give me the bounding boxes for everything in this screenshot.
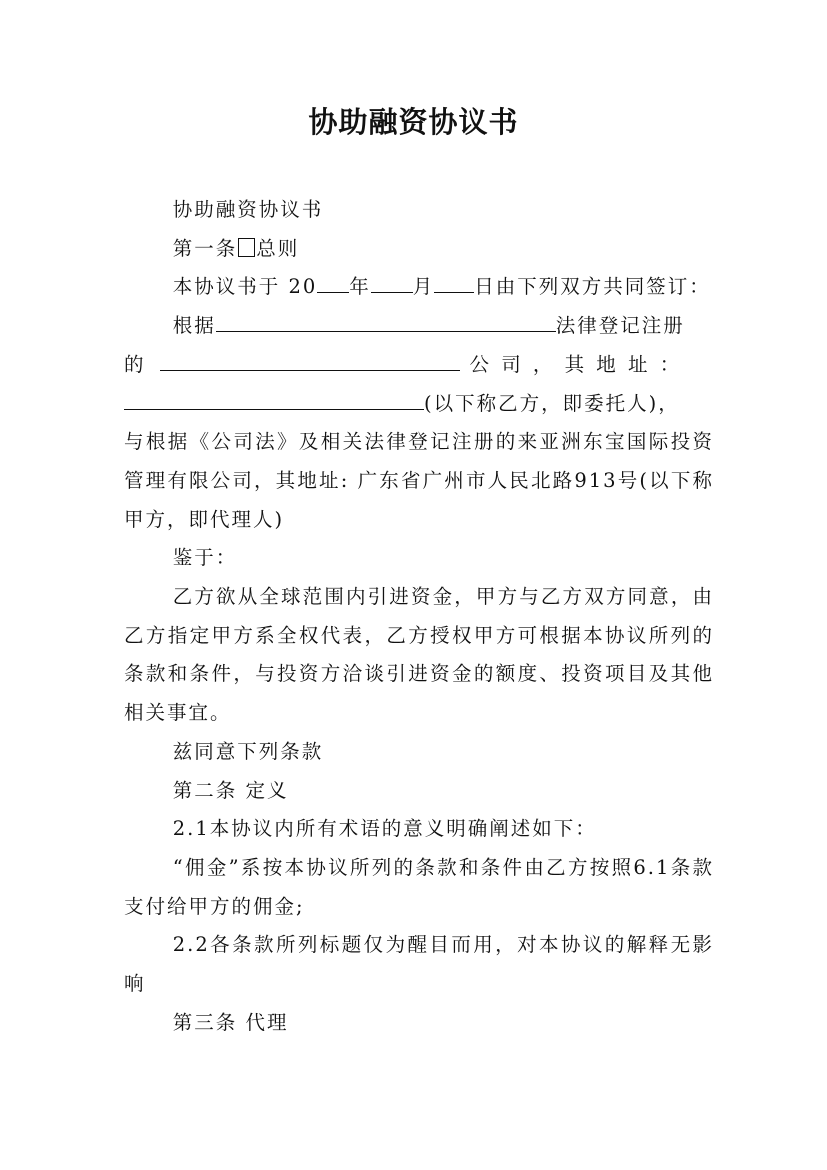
article-2-heading: 第二条 定义 [172,778,289,802]
signing-date-line [124,268,714,307]
agree-line: 兹同意下列条款 [172,739,324,763]
month-blank [371,274,413,294]
signing-date-suffix: 日由下列双方共同签订： [474,275,711,299]
party-a-paragraph: 与根据《公司法》及相关法律登记注册的来亚洲东宝国际投资管理有限公司，其地址: 广东省广州市人民北路913号(以下称甲方，即代理人) [124,430,714,531]
signing-date-prefix: 本协议书于 20 [172,275,318,299]
heading-line: 协助融资协议书 [172,198,324,221]
party-b-name-blank [216,313,556,333]
definition-2-1: 2.1本协议内所有术语的意义明确阐述如下： [172,817,597,841]
article-1-number: 第一条 [172,236,238,260]
year-label: 年 [349,275,371,299]
of-word: 的 [124,352,146,376]
basis-prefix: 根据 [172,314,216,338]
article-1-line [124,230,714,269]
article-1-heading: 总则 [256,236,300,260]
document-body [124,191,714,1042]
party-b-line [124,385,714,424]
basis-suffix: 法律登记注册 [555,314,685,338]
party-b-definition: (以下称乙方，即委托人)， [424,391,680,415]
month-label: 月 [412,275,435,299]
article-3-heading: 第三条 代理 [172,1010,289,1034]
company-name-blank [160,351,460,371]
company-address-label: 公 司 ， 其 地 址 ： [469,352,683,376]
empty-box-glyph [238,238,255,257]
company-address-line [124,346,714,385]
commission-definition: “佣金”系按本协议所列的条款和条件由乙方按照6.1条款支付给甲方的佣金; [124,855,714,918]
whereas-paragraph: 乙方欲从全球范围内引进资金，甲方与乙方双方同意，由乙方指定甲方系全权代表，乙方授权甲方可根据本协议所列的条款和条件，与投资方洽谈引进资金的额度、投资项目及其他相关事宜。 [124,585,714,725]
document-title: 协助融资协议书 [308,105,519,139]
address-blank [124,390,424,410]
year-blank [317,274,349,294]
definition-2-2: 2.2各条款所列标题仅为醒目而用，对本协议的解释无影响 [124,933,714,996]
basis-line [124,307,714,346]
whereas-line: 鉴于： [172,546,238,570]
day-blank [434,274,474,294]
